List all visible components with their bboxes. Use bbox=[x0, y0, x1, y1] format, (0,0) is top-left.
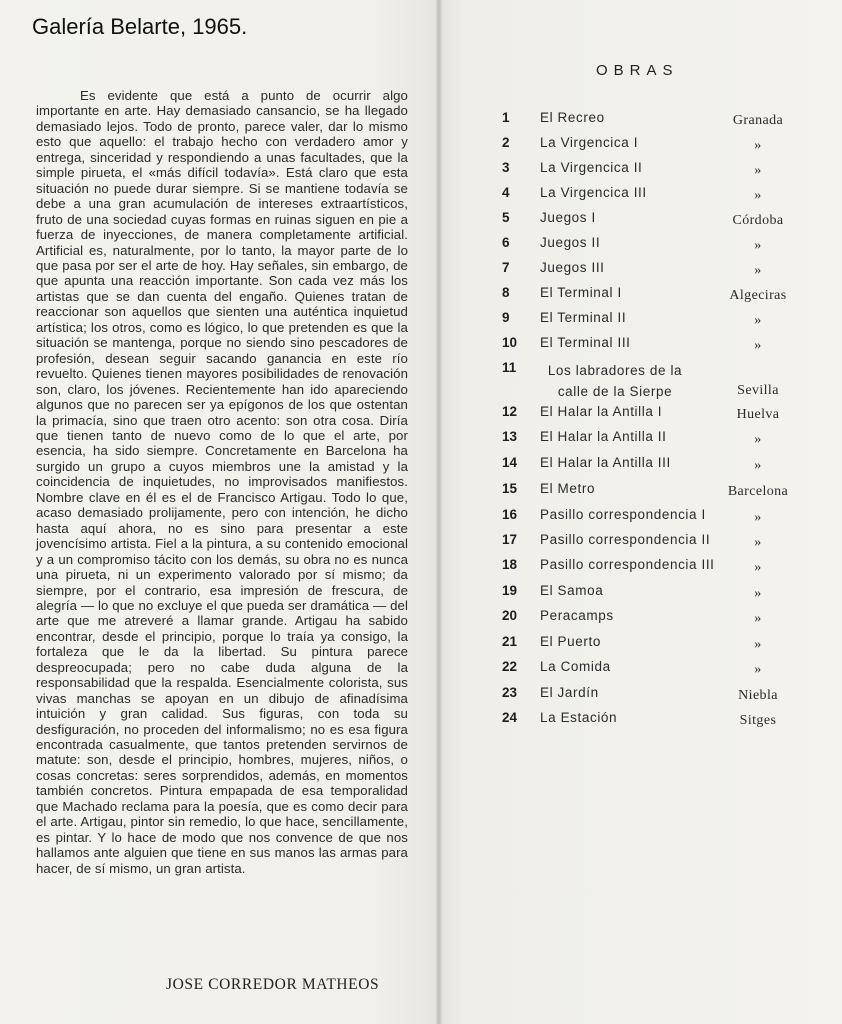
work-row bbox=[0, 360, 842, 399]
work-number: 15 bbox=[502, 481, 518, 496]
work-place: » bbox=[754, 432, 762, 447]
work-row bbox=[0, 532, 842, 552]
work-place: Niebla bbox=[738, 688, 778, 703]
work-row bbox=[0, 583, 842, 603]
work-row bbox=[0, 455, 842, 475]
work-title: El Halar la Antilla III bbox=[540, 455, 671, 470]
work-number: 17 bbox=[502, 532, 518, 547]
work-title: Juegos III bbox=[540, 260, 605, 275]
work-number: 2 bbox=[502, 135, 510, 150]
work-place: Córdoba bbox=[732, 213, 784, 228]
work-place: » bbox=[754, 263, 762, 278]
work-place: » bbox=[754, 586, 762, 601]
work-title: La Virgencica I bbox=[540, 135, 639, 150]
work-row bbox=[0, 404, 842, 424]
essay-text: Es evidente que está a punto de ocurrir algo importante en arte. Hay demasiado cansancio, se ha llegado demasiado lejos. Todo de pronto, parece valer, dar lo mismo esto que aquello: el trabajo hecho con verdadero amor y entrega, sinceridad y respondiendo a unas facultades, que la simple pirueta, el «más difícil todavía». Está claro que esta situación no puede durar siempre. Si se mantiene todavía se debe a una gran acumulación de intereses extraartísticos, fruto de una sociedad cuyas formas en ruinas siguen en pie a fuerza de inyecciones, de manera completamente artificial. Artificial es, naturalmente, por lo tanto, la mayor parte de lo que pasa por ser el arte de hoy. Hay señales, sin embargo, de que apunta una reacción importante. Son cada vez más los artistas que se dan cuenta del engaño. Quienes tratan de reaccionar son aquellos que sienten una auténtica inquietud artística; los otros, como es lógico, lo que pretenden es que la situación se mantenga, porque no siendo sino pescadores de profesión, desean seguir sacando ganancia en este río revuelto. Quienes tienen mayores posibilidades de renovación son, claro, los jóvenes. Recientemente han ido apareciendo algunos que no parecen ser ya epígonos de los que ostentan la primacía, sino que traen otro acento: son otra cosa. Diría que tienen tanto de nuevo como de lo que el arte, por esencia, ha sido siempre. Concretamente en Barcelona ha surgido un grupo a cuyos miembros une la amistad y la coincidencia de inquietudes, no improvisados manifiestos. Nombre clave en él es el de Francisco Artigau. Todo lo que, acaso demasiado prolijamente, pero con intención, he dicho hasta aquí ahora, no es sino para presentar a este jovencísimo artista. Fiel a la pintura, a su contenido emocional y a un compromiso tácito con los demás, su obra no es nunca una pirueta, ni un experimento valorado por sí mismo; da siempre, por el contrario, esa impresión de frescura, de alegría — lo que no excluye el que pueda ser dramática — del arte que me atreveré a llamar grande. Artigau ha sabido encontrar, desde el principio, porque lo traía ya consigo, la fortaleza que le da la libertad. Su pintura parece despreocupada; pero no cabe duda alguna de la responsabilidad que la respalda. Esencialmente colorista, sus vivas manchas se apoyan en un dibujo de afinadísima intuición y gran calidad. Sus figuras, con toda su desfiguración, no proceden del informalismo; no es esa figura encontrada casualmente, que tantos pretenden servirnos de matute: son, desde el principio, hombres, mujeres, niños, o cosas concretas: seres sorprendidos, además, en momentos también concretos. Pintura empapada de esa temporalidad que Machado reclama para la poesía, que es como decir para el arte. Artigau, pintor sin remedio, lo que hace, sencillamente, es pintar. Y lo hace de modo que nos convence de que nos hallamos ante alguien que tiene en sus manos las armas para hacer, de sí mismo, un gran artista. bbox=[36, 88, 408, 876]
work-title: El Jardín bbox=[540, 685, 599, 700]
work-place: » bbox=[754, 611, 762, 626]
work-number: 9 bbox=[502, 310, 510, 325]
work-number: 16 bbox=[502, 507, 518, 522]
work-title: El Terminal I bbox=[540, 285, 622, 300]
work-number: 5 bbox=[502, 210, 510, 225]
work-place: Sitges bbox=[739, 713, 777, 728]
work-title: La Virgencica II bbox=[540, 160, 643, 175]
works-heading: OBRAS bbox=[596, 62, 679, 79]
work-number: 3 bbox=[502, 160, 510, 175]
work-row bbox=[0, 135, 842, 155]
work-title: El Samoa bbox=[540, 583, 604, 598]
work-number: 4 bbox=[502, 185, 510, 200]
work-number: 7 bbox=[502, 260, 510, 275]
work-place: Sevilla bbox=[737, 383, 779, 398]
work-number: 12 bbox=[502, 404, 518, 419]
work-place: » bbox=[754, 313, 762, 328]
work-place: » bbox=[754, 560, 762, 575]
work-title: La Estación bbox=[540, 710, 618, 725]
work-row bbox=[0, 110, 842, 130]
work-number: 1 bbox=[502, 110, 510, 125]
work-place: » bbox=[754, 637, 762, 652]
work-row bbox=[0, 235, 842, 255]
work-number: 18 bbox=[502, 557, 518, 572]
work-row bbox=[0, 335, 842, 355]
work-row bbox=[0, 285, 842, 305]
work-number: 20 bbox=[502, 608, 518, 623]
work-number: 13 bbox=[502, 429, 518, 444]
work-title-line-2: calle de la Sierpe bbox=[557, 384, 673, 399]
work-place: Barcelona bbox=[727, 484, 789, 499]
work-place: Granada bbox=[732, 113, 784, 128]
work-row bbox=[0, 710, 842, 730]
work-row bbox=[0, 185, 842, 205]
work-row bbox=[0, 608, 842, 628]
work-number: 23 bbox=[502, 685, 518, 700]
work-place: » bbox=[754, 188, 762, 203]
work-title: El Halar la Antilla II bbox=[540, 429, 667, 444]
work-title: El Terminal III bbox=[540, 335, 631, 350]
work-place: » bbox=[754, 662, 762, 677]
work-title: Pasillo correspondencia II bbox=[540, 532, 711, 547]
work-title: El Halar la Antilla I bbox=[540, 404, 663, 419]
work-title: Juegos I bbox=[540, 210, 596, 225]
work-row bbox=[0, 685, 842, 705]
work-row bbox=[0, 481, 842, 501]
work-row bbox=[0, 310, 842, 330]
work-title: La Virgencica III bbox=[540, 185, 647, 200]
work-row bbox=[0, 659, 842, 679]
work-row bbox=[0, 634, 842, 654]
work-title bbox=[540, 360, 690, 402]
work-row bbox=[0, 160, 842, 180]
work-number: 21 bbox=[502, 634, 518, 649]
work-number: 8 bbox=[502, 285, 510, 300]
work-title: Juegos II bbox=[540, 235, 601, 250]
work-number: 24 bbox=[502, 710, 518, 725]
work-number: 11 bbox=[502, 360, 517, 375]
caption: Galería Belarte, 1965. bbox=[32, 14, 248, 39]
work-row bbox=[0, 210, 842, 230]
work-number: 22 bbox=[502, 659, 518, 674]
work-place: » bbox=[754, 163, 762, 178]
work-title: La Comida bbox=[540, 659, 611, 674]
work-place: » bbox=[754, 458, 762, 473]
work-place: Algeciras bbox=[729, 288, 787, 303]
work-title: El Terminal II bbox=[540, 310, 627, 325]
work-title-line-1: Los labradores de la bbox=[547, 363, 683, 378]
work-number: 10 bbox=[502, 335, 518, 350]
work-title: Peracamps bbox=[540, 608, 614, 623]
work-place: Huelva bbox=[736, 407, 780, 422]
work-number: 6 bbox=[502, 235, 510, 250]
work-title: Pasillo correspondencia I bbox=[540, 507, 706, 522]
work-place: » bbox=[754, 510, 762, 525]
work-title: El Metro bbox=[540, 481, 596, 496]
work-title: Pasillo correspondencia III bbox=[540, 557, 715, 572]
work-place: » bbox=[754, 138, 762, 153]
work-row bbox=[0, 260, 842, 280]
work-title: El Puerto bbox=[540, 634, 601, 649]
work-number: 14 bbox=[502, 455, 518, 470]
work-row bbox=[0, 429, 842, 449]
work-place: » bbox=[754, 535, 762, 550]
essay-author: JOSE CORREDOR MATHEOS bbox=[166, 976, 380, 993]
work-row bbox=[0, 557, 842, 577]
work-place: » bbox=[754, 338, 762, 353]
work-place: » bbox=[754, 238, 762, 253]
work-title: El Recreo bbox=[540, 110, 605, 125]
work-number: 19 bbox=[502, 583, 518, 598]
work-row bbox=[0, 507, 842, 527]
